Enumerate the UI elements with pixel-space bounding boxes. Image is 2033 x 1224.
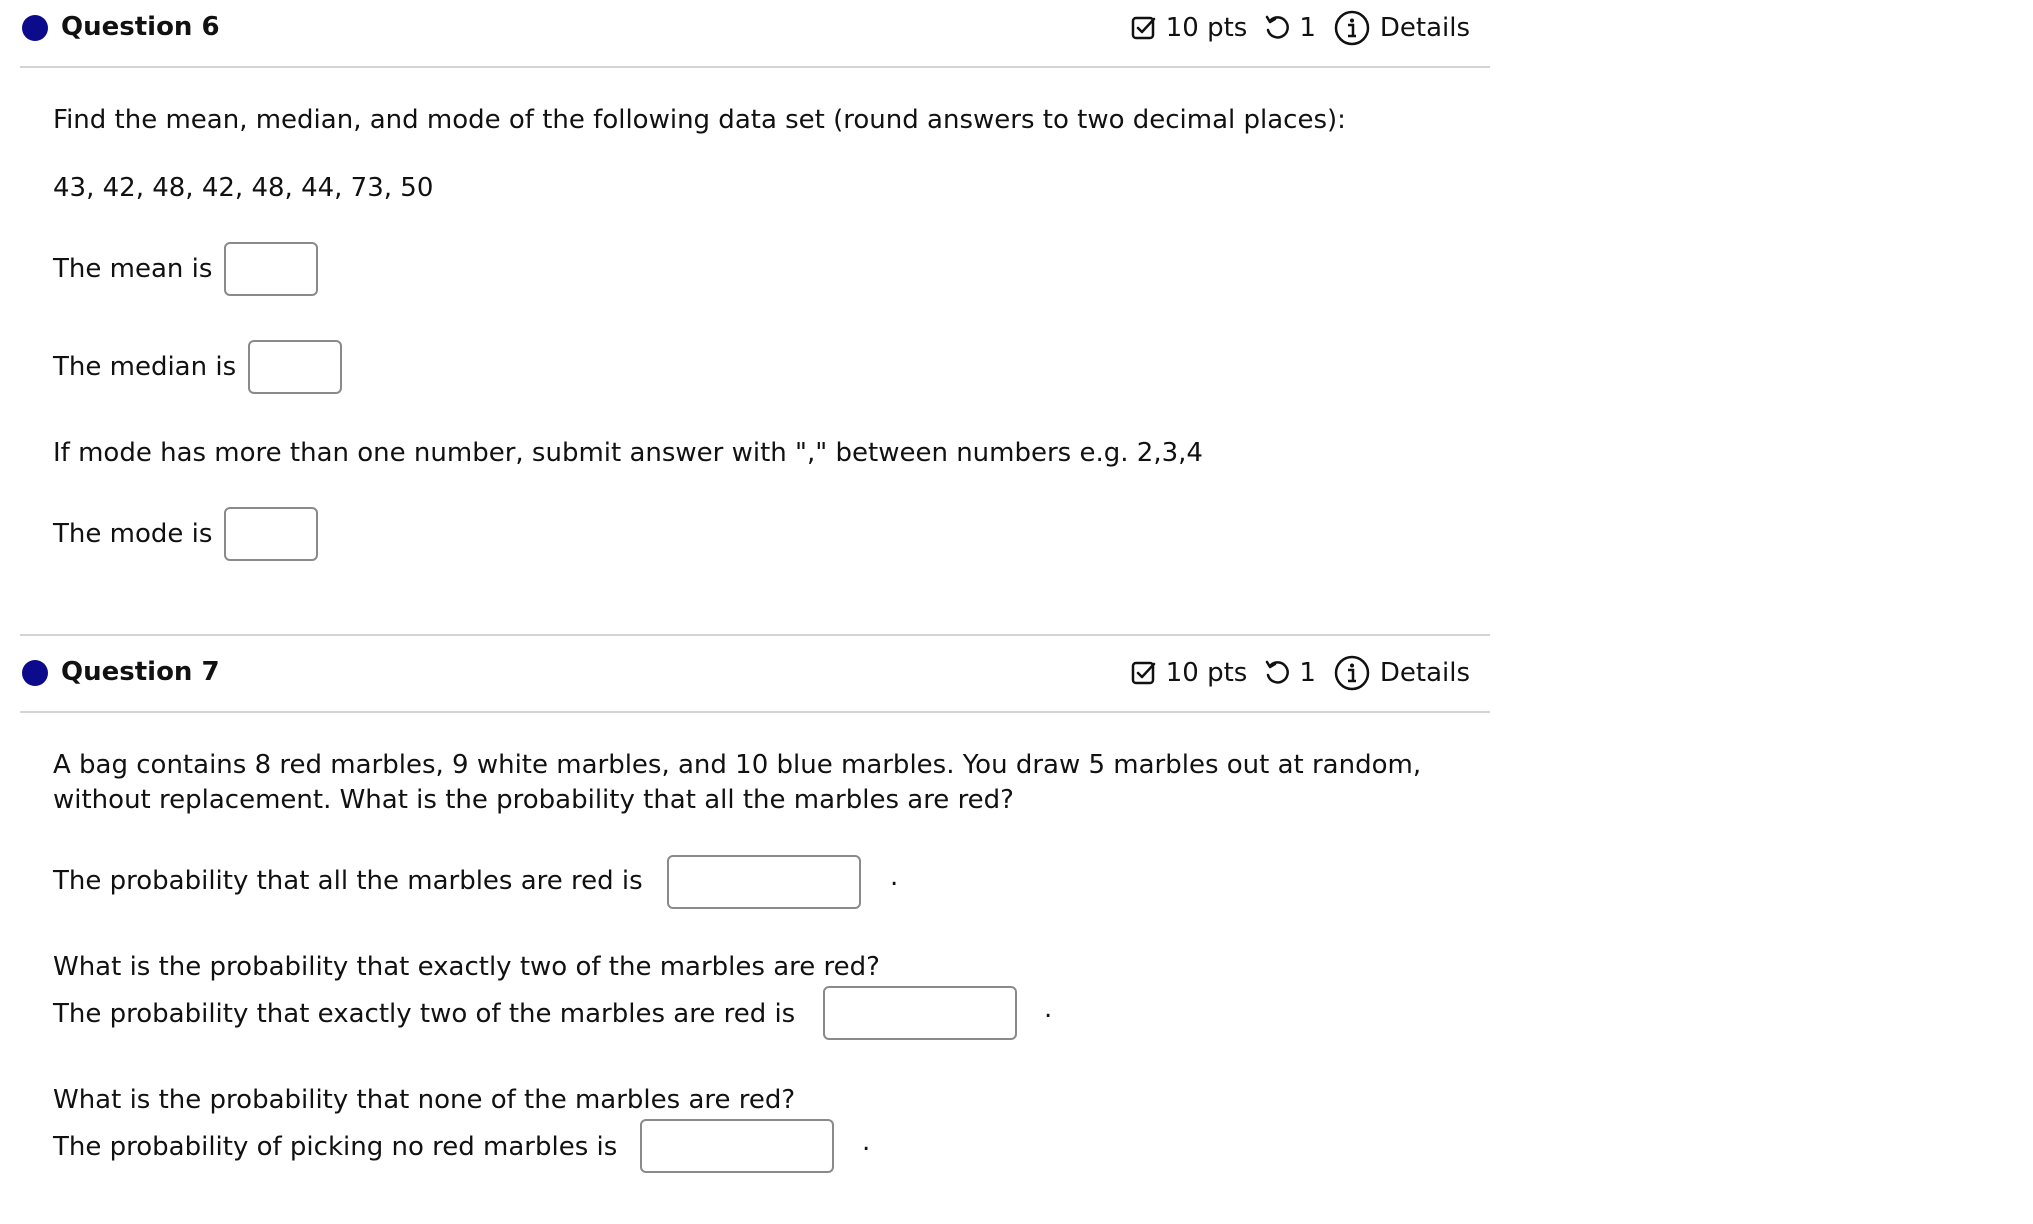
none-red-input[interactable] <box>640 1119 834 1173</box>
none-red-label: The probability of picking no red marbles is <box>53 1132 618 1162</box>
two-red-input[interactable] <box>823 986 1017 1040</box>
median-input[interactable] <box>248 340 342 394</box>
checkbox-edit-icon <box>1130 659 1158 687</box>
points-value: 10 pts <box>1165 13 1248 43</box>
question-6-header <box>20 0 1490 68</box>
checkbox-edit-icon <box>1130 14 1158 42</box>
mode-input[interactable] <box>224 507 318 561</box>
none-red-period: . <box>862 1127 871 1157</box>
question-6 <box>20 0 1490 68</box>
question-6-prompt: Find the mean, median, and mode of the following data set (round answers to two decimal places): <box>53 105 1346 135</box>
all-red-period: . <box>890 862 899 892</box>
two-red-period: . <box>1044 994 1053 1024</box>
question-meta <box>1130 655 1470 691</box>
question-status-dot <box>22 15 48 41</box>
info-icon[interactable] <box>1334 655 1370 691</box>
question-status-dot <box>22 660 48 686</box>
retry-icon <box>1263 658 1293 688</box>
mean-input[interactable] <box>224 242 318 296</box>
mode-note: If mode has more than one number, submit answer with "," between numbers e.g. 2,3,4 <box>53 438 1203 468</box>
attempts-count: 1 <box>1299 13 1316 43</box>
details-link[interactable]: Details <box>1379 658 1470 688</box>
retry-icon <box>1263 13 1293 43</box>
question-7-prompt-line-1: A bag contains 8 red marbles, 9 white marbles, and 10 blue marbles. You draw 5 marbles out at random, <box>53 750 1422 780</box>
attempts-count: 1 <box>1299 658 1316 688</box>
mode-label: The mode is <box>53 519 213 549</box>
points-value: 10 pts <box>1165 658 1248 688</box>
question-title: Question 6 <box>61 12 220 42</box>
mean-label: The mean is <box>53 254 213 284</box>
data-set: 43, 42, 48, 42, 48, 44, 73, 50 <box>53 173 434 203</box>
two-red-question: What is the probability that exactly two of the marbles are red? <box>53 952 880 982</box>
info-icon[interactable] <box>1334 10 1370 46</box>
question-title: Question 7 <box>61 657 220 687</box>
all-red-input[interactable] <box>667 855 861 909</box>
all-red-label: The probability that all the marbles are red is <box>53 866 643 896</box>
none-red-question: What is the probability that none of the marbles are red? <box>53 1085 796 1115</box>
two-red-label: The probability that exactly two of the marbles are red is <box>53 999 796 1029</box>
median-label: The median is <box>53 352 237 382</box>
question-meta <box>1130 10 1470 46</box>
question-divider <box>20 634 1490 636</box>
details-link[interactable]: Details <box>1379 13 1470 43</box>
question-7-prompt-line-2: without replacement. What is the probability that all the marbles are red? <box>53 785 1014 815</box>
question-7 <box>20 645 1490 713</box>
question-7-header <box>20 645 1490 713</box>
